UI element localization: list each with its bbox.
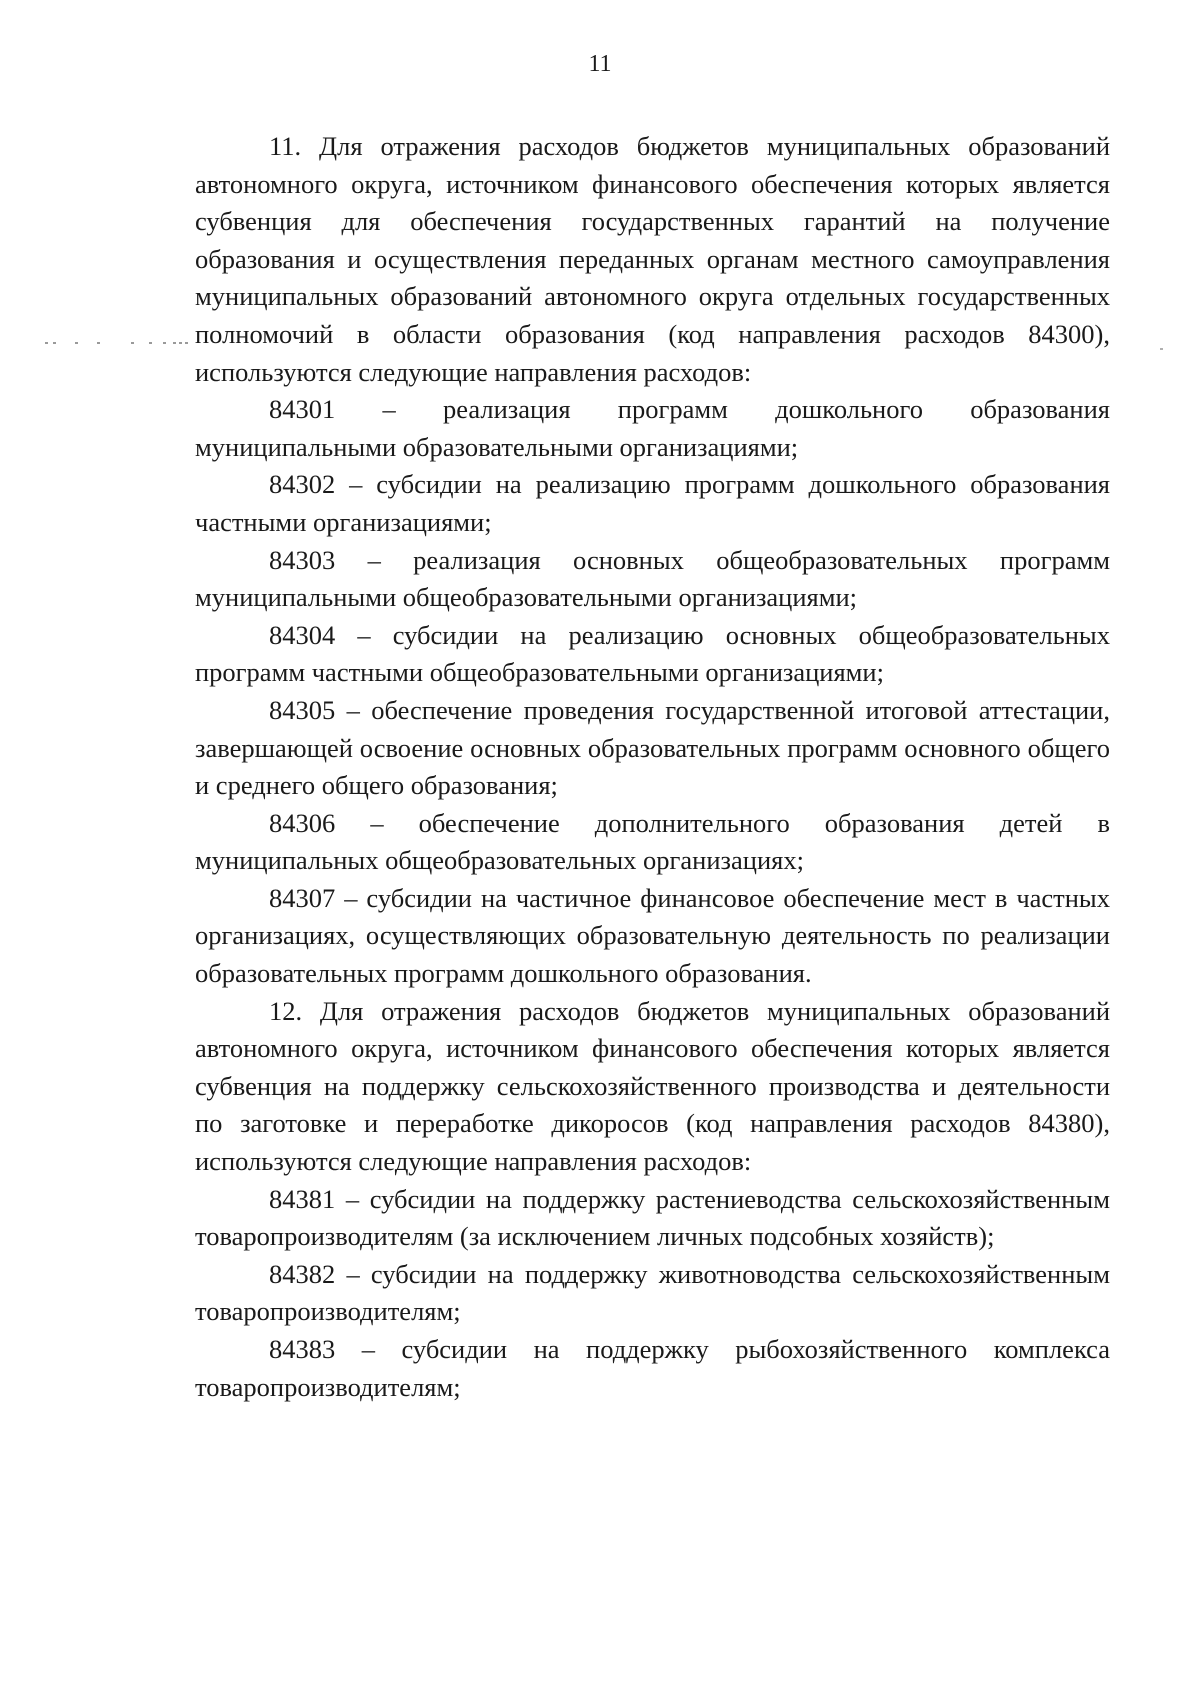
entry-code: 84303	[269, 544, 336, 575]
entry-code: 84305	[269, 694, 336, 725]
entry-84301	[195, 391, 1110, 466]
entry-84383	[195, 1331, 1110, 1406]
entry-code: 84383	[269, 1334, 336, 1364]
section-12-intro: 12. Для отражения расходов бюджетов муниципальных образований автономного округа, источником финансового обеспечения которых является субвенция на поддержку сельскохозяйственного производства и деятельности по заготовке и переработке дикоросов (код направления расходов 84380), используются следующие направления расходов:	[195, 995, 1110, 1177]
page-number: 11	[588, 51, 612, 77]
scan-artifact	[45, 342, 195, 348]
entry-84302	[195, 466, 1110, 541]
entry-text: – реализация программ дошкольного образования муниципальными образовательными организациями;	[195, 394, 1110, 462]
entry-84303	[195, 542, 1110, 617]
document-body	[195, 128, 1110, 1406]
entry-text: – обеспечение проведения государственной итоговой аттестации, завершающей освоение основных образовательных программ основного общего и среднего общего образования;	[195, 694, 1110, 801]
entry-text: – реализация основных общеобразовательных программ муниципальными общеобразовательными организациями;	[195, 544, 1110, 613]
entry-text: – обеспечение дополнительного образования детей в муниципальных общеобразовательных организациях;	[195, 807, 1110, 876]
section-11-intro: 11. Для отражения расходов бюджетов муниципальных образований автономного округа, источником финансового обеспечения которых является субвенция для обеспечения государственных гарантий на получение образования и осуществления переданных органам местного самоуправления муниципальных образований автономного округа отдельных государственных полномочий в области образования (код направления расходов 84300), используются следующие направления расходов:	[195, 131, 1110, 387]
entry-code: 84301	[269, 394, 336, 425]
entry-text: – субсидии на реализацию основных общеобразовательных программ частными общеобразовательными организациями;	[195, 619, 1110, 688]
entry-code: 84306	[269, 807, 336, 838]
entry-84306	[195, 805, 1110, 880]
entry-text: – субсидии на поддержку рыбохозяйственного комплекса товаропроизводителям;	[195, 1334, 1110, 1402]
entry-code: 84307	[269, 882, 336, 913]
entry-code: 84382	[269, 1258, 336, 1289]
entry-84305	[195, 692, 1110, 805]
entry-84307	[195, 880, 1110, 993]
entry-text: – субсидии на поддержку животноводства сельскохозяйственным товаропроизводителям;	[195, 1258, 1110, 1327]
entry-text: – субсидии на поддержку растениеводства сельскохозяйственным товаропроизводителям (за исключением личных подсобных хозяйств);	[195, 1183, 1110, 1252]
entry-84304	[195, 617, 1110, 692]
entry-code: 84302	[269, 469, 336, 500]
scan-artifact-right	[1160, 348, 1163, 350]
entry-text: – субсидии на реализацию программ дошкольного образования частными организациями;	[195, 469, 1110, 537]
entry-code: 84381	[269, 1183, 336, 1214]
entry-84382	[195, 1256, 1110, 1331]
entry-84381	[195, 1181, 1110, 1256]
entry-code: 84304	[269, 619, 336, 650]
entry-text: – субсидии на частичное финансовое обеспечение мест в частных организациях, осуществляющих образовательную деятельность по реализации образовательных программ дошкольного образования.	[195, 882, 1110, 989]
